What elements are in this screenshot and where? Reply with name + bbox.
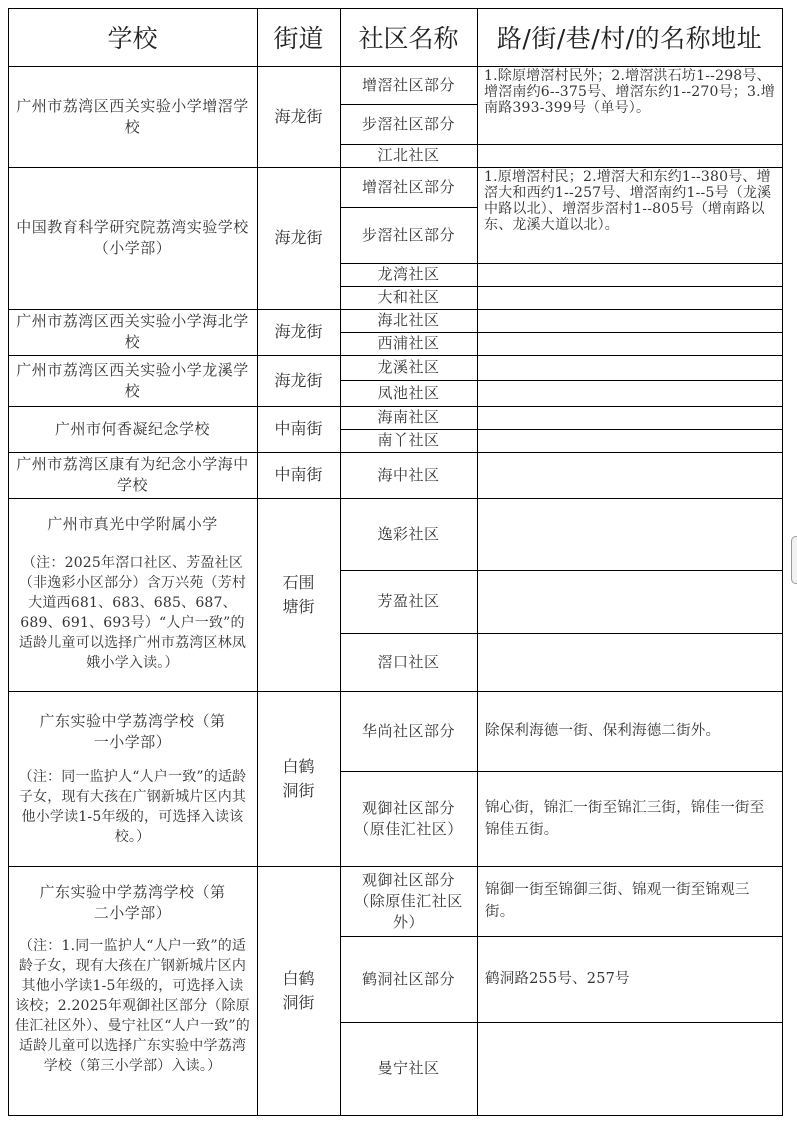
community-cell: 江北社区 xyxy=(377,146,440,164)
table-border xyxy=(8,1115,783,1116)
community-cell: 海北社区 xyxy=(377,311,440,329)
community-cell: 鹤洞社区部分 xyxy=(361,969,455,988)
school-name: 广东实验中学荔湾学校（第二小学部） xyxy=(39,883,226,922)
street-cell: 海龙街 xyxy=(274,370,323,390)
header-street: 街道 xyxy=(273,24,324,53)
subrow-divider xyxy=(340,144,783,145)
street-name: 白鹤洞街 xyxy=(282,756,315,800)
subrow-divider xyxy=(340,936,783,937)
community-cell: 西浦社区 xyxy=(377,334,440,352)
row-divider xyxy=(8,691,783,692)
community-cell: 凤池社区 xyxy=(377,383,440,402)
community-cell: 海中社区 xyxy=(377,465,440,484)
community-cell: 曼宁社区 xyxy=(377,1059,440,1077)
community-cell: 步滘社区部分 xyxy=(361,225,455,244)
street-name: 石围塘街 xyxy=(282,572,315,616)
community-cell: 步滘社区部分 xyxy=(361,114,455,133)
school-name: 广东实验中学荔湾学校（第一小学部） xyxy=(39,712,226,751)
subrow-divider xyxy=(340,633,783,634)
address-cell: 锦心街，锦汇一街至锦汇三街，锦佳一街至锦佳五街。 xyxy=(485,799,765,838)
row-divider xyxy=(8,309,783,310)
street-cell: 海龙街 xyxy=(274,228,323,247)
community-cell: 增滘社区部分 xyxy=(361,177,455,196)
street-cell xyxy=(257,866,340,1115)
school-name: 广州市何香凝纪念学校 xyxy=(54,419,210,438)
school-name: 广州市荔湾区西关实验小学龙溪学校 xyxy=(16,360,249,400)
school-name: 广州市荔湾区西关实验小学海北学校 xyxy=(16,312,249,351)
row-divider xyxy=(8,167,783,168)
address-cell: 锦御一街至锦御三街、锦观一街至锦观三街。 xyxy=(485,882,750,920)
address-cell: 除保利海德一街、保利海德二街外。 xyxy=(485,723,721,739)
subrow-divider xyxy=(340,380,783,381)
header-community: 社区名称 xyxy=(358,24,459,53)
subrow-divider xyxy=(340,771,783,772)
row-divider xyxy=(8,66,783,67)
row-divider xyxy=(8,355,783,356)
school-name: 中国教育科学研究院荔湾实验学校（小学部） xyxy=(16,218,249,257)
subrow-divider xyxy=(340,207,477,208)
row-divider xyxy=(8,406,783,407)
row-divider xyxy=(8,866,783,867)
community-cell: 芳盈社区 xyxy=(377,592,440,610)
table-border xyxy=(8,8,9,1116)
column-divider xyxy=(340,8,341,1116)
community-cell xyxy=(340,866,477,936)
school-note: （注：1.同一监护人“人户一致”的适龄子女，现有大孩在广钢新城片区内其他小学读1-5年级的，可选择入读该校；2.2025年观御社区部分（除原佳汇社区外）、曼宁社区“人户一致”的适龄儿童可以选择广东实验中学荔湾学校（第三小学部）入读。） xyxy=(15,938,250,1074)
community-cell: 海南社区 xyxy=(377,408,440,426)
street-cell: 海龙街 xyxy=(274,322,323,341)
column-divider xyxy=(477,8,478,1116)
street-cell: 中南街 xyxy=(274,465,323,484)
school-name: 广州市荔湾区康有为纪念小学海中学校 xyxy=(16,455,249,494)
school-note: （注：2025年滘口社区、芳盈社区（非逸彩小区部分）含万兴苑（芳村大道西681、683、685、687、689、691、693号）“人户一致”的适龄儿童可以选择广州市荔湾区林凤娥小学入读。） xyxy=(18,555,247,671)
school-cell xyxy=(8,309,257,355)
subrow-divider xyxy=(340,263,783,264)
community-cell: 滘口社区 xyxy=(377,652,440,671)
subrow-divider xyxy=(340,104,477,105)
street-name: 白鹤洞街 xyxy=(282,968,315,1012)
community-cell xyxy=(340,771,477,866)
subrow-divider xyxy=(340,1022,783,1023)
subrow-divider xyxy=(340,332,783,333)
column-divider xyxy=(257,8,258,1116)
community-cell: 龙湾社区 xyxy=(377,265,440,283)
community-cell: 南丫社区 xyxy=(377,431,440,449)
subrow-divider xyxy=(340,429,783,430)
community-cell: 增滘社区部分 xyxy=(361,75,455,94)
street-cell: 中南街 xyxy=(274,419,323,438)
community-name: 观御社区部分（除原佳汇社区外） xyxy=(354,870,463,931)
school-cell xyxy=(8,498,257,691)
row-divider xyxy=(8,498,783,499)
school-cell xyxy=(8,452,257,498)
school-cell xyxy=(8,355,257,406)
header-school: 学校 xyxy=(107,24,158,53)
street-cell xyxy=(257,498,340,691)
school-note: （注：同一监护人“人户一致”的适龄子女，现有大孩在广钢新城片区内其他小学读1-5年级的，可选择入读该校。） xyxy=(18,769,247,845)
school-cell xyxy=(8,66,257,167)
address-cell: 1.原增滘村民；2.增滘大和东约1--380号、增滘大和西约1--257号、增滘南约1--5号（龙溪中路以北）、增滘步滘村1--805号（增南路以东、龙溪大道以北）。 xyxy=(484,169,772,233)
table-border xyxy=(782,8,783,1116)
community-cell: 华尚社区部分 xyxy=(361,721,455,740)
community-cell: 逸彩社区 xyxy=(377,524,440,543)
community-name: 观御社区部分（原佳汇社区） xyxy=(354,798,463,838)
address-cell: 鹤洞路255号、257号 xyxy=(485,971,630,987)
scroll-handle[interactable] xyxy=(791,536,797,584)
school-cell xyxy=(8,406,257,452)
school-name: 广州市荔湾区西关实验小学增滘学校 xyxy=(16,96,249,136)
address-cell: 1.除原增滘村民外；2.增滘洪石坊1--298号、增滘南约6--375号、增滘东约1--270号；3.增南路393-399号（单号）。 xyxy=(484,68,775,116)
community-cell: 大和社区 xyxy=(377,288,440,306)
school-name: 广州市真光中学附属小学 xyxy=(47,515,218,533)
community-cell: 龙溪社区 xyxy=(377,358,440,376)
school-cell xyxy=(8,866,257,1115)
school-cell xyxy=(8,691,257,866)
header-address: 路/街/巷/村/的名称地址 xyxy=(496,24,763,53)
subrow-divider xyxy=(340,570,783,571)
street-cell: 海龙街 xyxy=(274,106,323,126)
school-cell xyxy=(8,167,257,309)
row-divider xyxy=(8,452,783,453)
subrow-divider xyxy=(340,286,783,287)
table-border xyxy=(8,8,783,9)
street-cell xyxy=(257,691,340,866)
